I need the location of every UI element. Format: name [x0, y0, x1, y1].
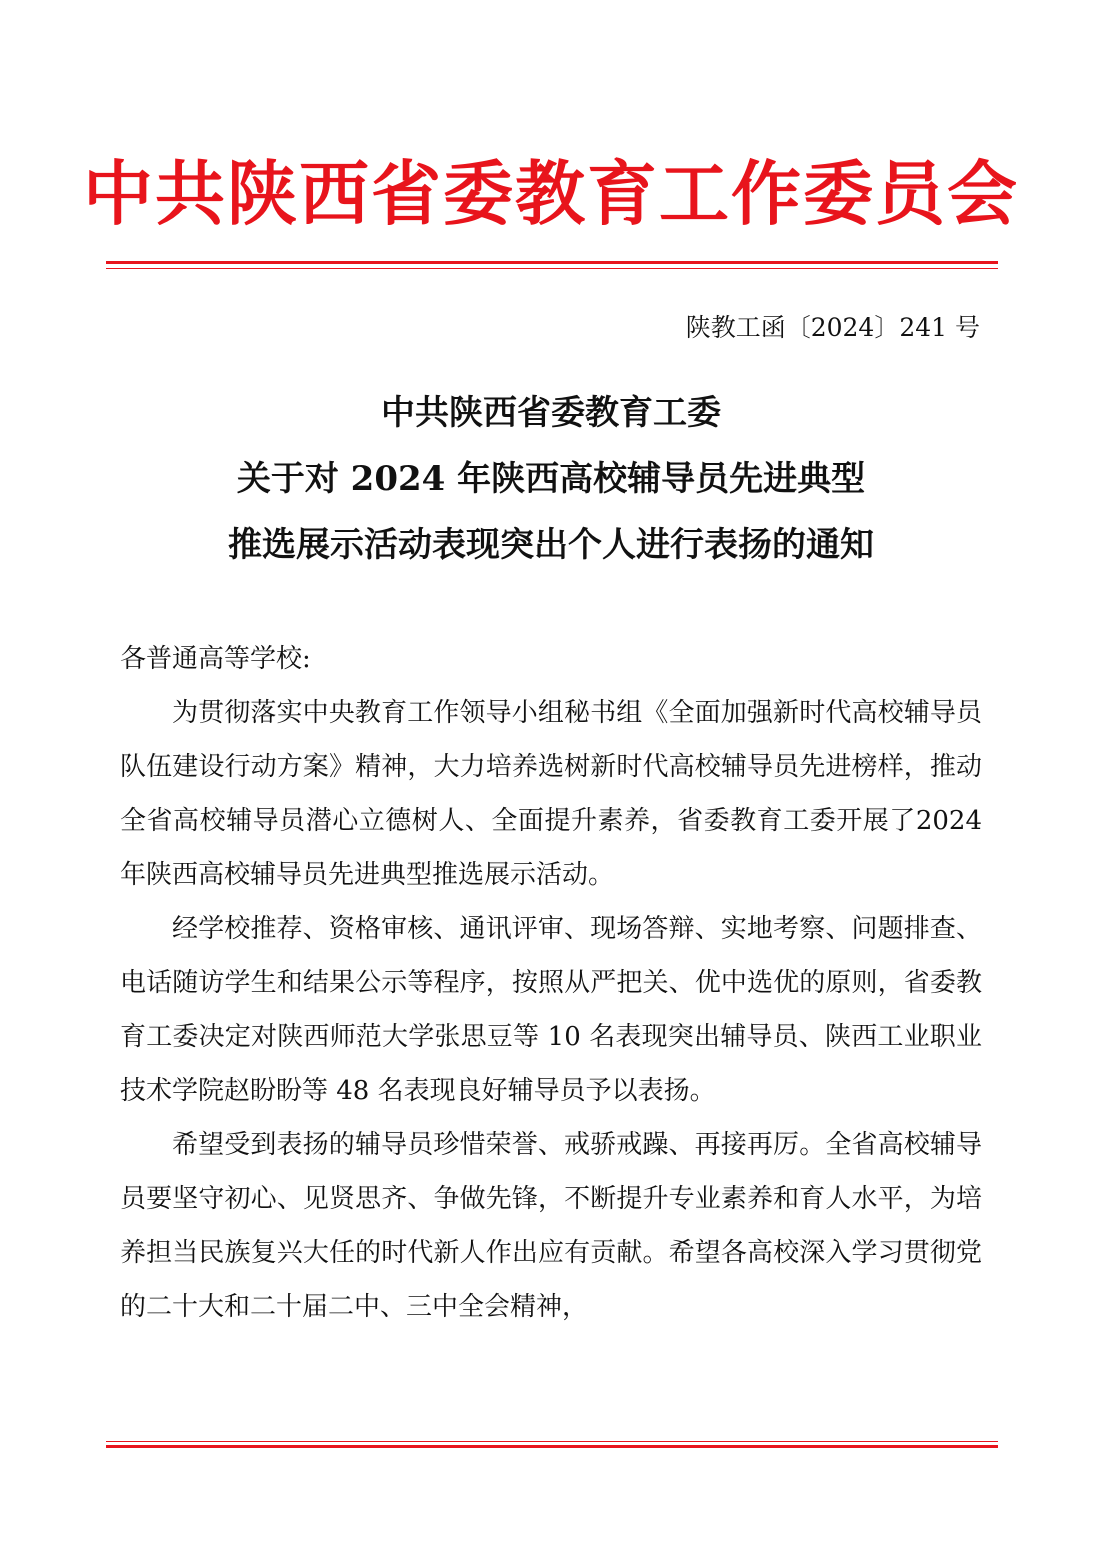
notice-title	[0, 380, 1102, 578]
footer-divider-thick	[106, 1445, 998, 1448]
notice-title-line-1: 中共陕西省委教育工委	[381, 393, 721, 433]
document-number: 陕教工函〔2024〕241 号	[685, 313, 980, 342]
notice-title-line-2: 关于对 2024 年陕西高校辅导员先进典型	[236, 459, 866, 499]
body-paragraph-1: 为贯彻落实中央教育工作领导小组秘书组《全面加强新时代高校辅导员队伍建设行动方案》精神，大力培养选树新时代高校辅导员先进榜样，推动全省高校辅导员潜心立德树人、全面提升素养，省委教育工委开展了2024年陕西高校辅导员先进典型推选展示活动。	[120, 698, 982, 890]
notice-body	[120, 632, 982, 1334]
body-paragraph-2: 经学校推荐、资格审核、通讯评审、现场答辩、实地考察、问题排查、电话随访学生和结果公示等程序，按照从严把关、优中选优的原则，省委教育工委决定对陕西师范大学张思豆等 10 名表现突出辅导员、陕西工业职业技术学院赵盼盼等 48 名表现良好辅导员予以表扬。	[120, 914, 982, 1106]
salutation: 各普通高等学校:	[120, 644, 311, 674]
issuing-organization-title: 中共陕西省委教育工作委员会	[83, 152, 1019, 235]
notice-title-line-3: 推选展示活动表现突出个人进行表扬的通知	[228, 525, 874, 565]
header-divider-thick	[106, 261, 998, 264]
header-divider-thin	[106, 268, 998, 269]
footer-divider-thin	[106, 1441, 998, 1442]
body-paragraph-3: 希望受到表扬的辅导员珍惜荣誉、戒骄戒躁、再接再厉。全省高校辅导员要坚守初心、见贤思齐、争做先锋，不断提升专业素养和育人水平，为培养担当民族复兴大任的时代新人作出应有贡献。希望各高校深入学习贯彻党的二十大和二十届二中、三中全会精神，	[120, 1130, 982, 1322]
